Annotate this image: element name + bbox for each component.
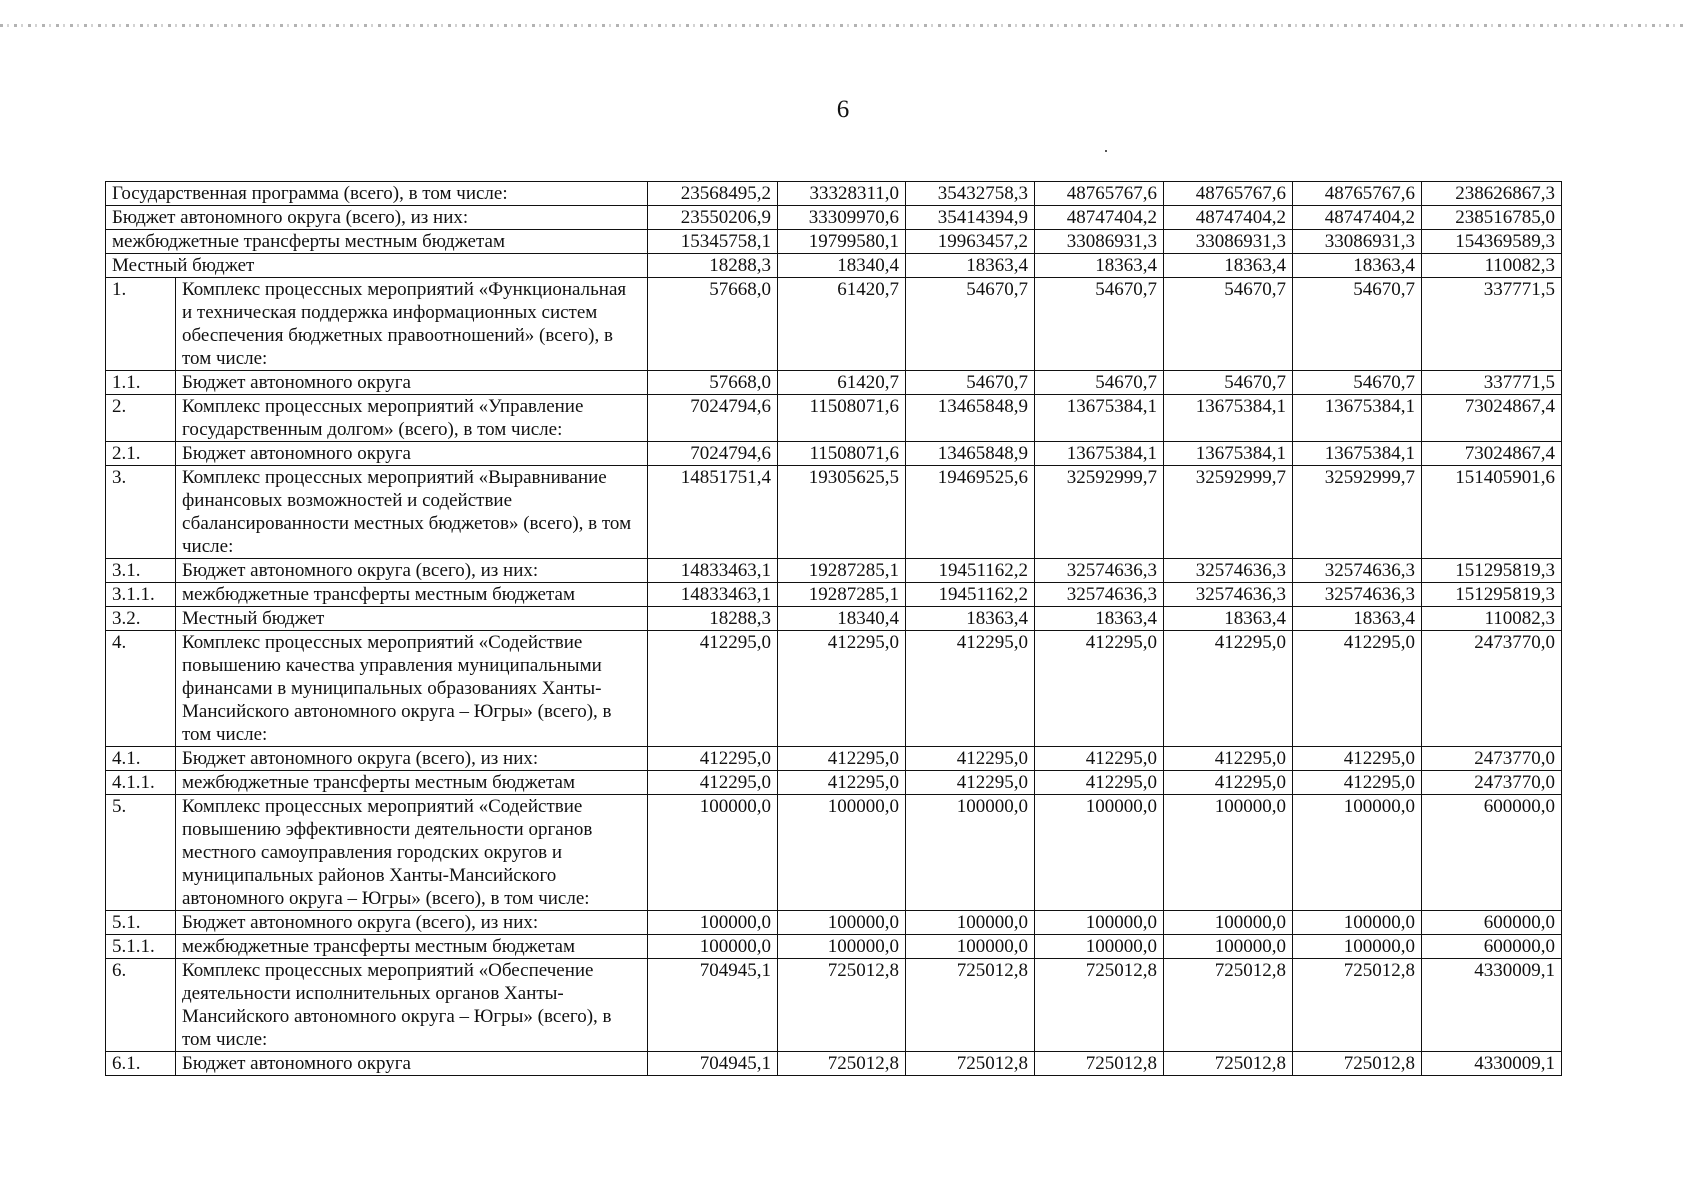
value-cell: 73024867,4 [1422, 395, 1562, 442]
row-name: Местный бюджет [176, 607, 648, 631]
summary-label: Местный бюджет [106, 254, 648, 278]
value-cell: 19287285,1 [778, 559, 906, 583]
row-name: межбюджетные трансферты местным бюджетам [176, 935, 648, 959]
table-row [106, 371, 1562, 395]
value-cell: 100000,0 [778, 795, 906, 911]
value-cell: 704945,1 [648, 1052, 778, 1076]
value-cell: 32574636,3 [1293, 583, 1422, 607]
value-cell: 13675384,1 [1164, 395, 1293, 442]
row-name: Комплекс процессных мероприятий «Управление государственным долгом» (всего), в том числе: [176, 395, 648, 442]
value-cell: 32592999,7 [1293, 466, 1422, 559]
value-cell: 13465848,9 [906, 395, 1035, 442]
row-name: Бюджет автономного округа (всего), из них: [176, 911, 648, 935]
summary-row [106, 182, 1562, 206]
value-cell: 100000,0 [1035, 911, 1164, 935]
value-cell: 18363,4 [1035, 254, 1164, 278]
value-cell: 23568495,2 [648, 182, 778, 206]
value-cell: 100000,0 [1035, 935, 1164, 959]
row-name: Бюджет автономного округа (всего), из них: [176, 559, 648, 583]
value-cell: 18363,4 [1164, 607, 1293, 631]
value-cell: 54670,7 [1035, 371, 1164, 395]
value-cell: 412295,0 [906, 747, 1035, 771]
table-row [106, 771, 1562, 795]
value-cell: 110082,3 [1422, 254, 1562, 278]
value-cell: 725012,8 [778, 959, 906, 1052]
value-cell: 48765767,6 [1035, 182, 1164, 206]
value-cell: 100000,0 [1293, 935, 1422, 959]
value-cell: 48765767,6 [1293, 182, 1422, 206]
row-code: 5.1. [106, 911, 176, 935]
value-cell: 100000,0 [906, 795, 1035, 911]
value-cell: 725012,8 [1293, 1052, 1422, 1076]
value-cell: 61420,7 [778, 371, 906, 395]
value-cell: 48747404,2 [1164, 206, 1293, 230]
value-cell: 100000,0 [1164, 795, 1293, 911]
value-cell: 600000,0 [1422, 795, 1562, 911]
value-cell: 18288,3 [648, 607, 778, 631]
table-row [106, 559, 1562, 583]
row-code: 6.1. [106, 1052, 176, 1076]
value-cell: 19451162,2 [906, 583, 1035, 607]
row-code: 4. [106, 631, 176, 747]
value-cell: 18363,4 [906, 607, 1035, 631]
value-cell: 412295,0 [778, 747, 906, 771]
row-code: 1.1. [106, 371, 176, 395]
table-row [106, 631, 1562, 747]
table-row [106, 935, 1562, 959]
value-cell: 412295,0 [1293, 631, 1422, 747]
value-cell: 100000,0 [648, 911, 778, 935]
table-row [106, 795, 1562, 911]
value-cell: 100000,0 [1293, 795, 1422, 911]
value-cell: 100000,0 [778, 935, 906, 959]
row-code: 4.1.1. [106, 771, 176, 795]
value-cell: 13675384,1 [1164, 442, 1293, 466]
value-cell: 13675384,1 [1293, 395, 1422, 442]
row-code: 3.1. [106, 559, 176, 583]
scan-edge-artifact [0, 24, 1686, 27]
value-cell: 32574636,3 [1164, 559, 1293, 583]
summary-row [106, 230, 1562, 254]
value-cell: 61420,7 [778, 278, 906, 371]
value-cell: 19305625,5 [778, 466, 906, 559]
value-cell: 18363,4 [1035, 607, 1164, 631]
value-cell: 412295,0 [648, 771, 778, 795]
table-row [106, 1052, 1562, 1076]
row-name: Комплекс процессных мероприятий «Содействие повышению эффективности деятельности органов местного самоуправления городских округов и муниципальных районов Ханты-Мансийского автономного округа – Югры» (всего), в том числе: [176, 795, 648, 911]
value-cell: 154369589,3 [1422, 230, 1562, 254]
value-cell: 100000,0 [1164, 935, 1293, 959]
value-cell: 238626867,3 [1422, 182, 1562, 206]
value-cell: 18363,4 [1164, 254, 1293, 278]
value-cell: 13675384,1 [1035, 395, 1164, 442]
value-cell: 19451162,2 [906, 559, 1035, 583]
value-cell: 725012,8 [1293, 959, 1422, 1052]
value-cell: 725012,8 [1035, 1052, 1164, 1076]
table-row [106, 959, 1562, 1052]
value-cell: 2473770,0 [1422, 631, 1562, 747]
value-cell: 110082,3 [1422, 607, 1562, 631]
value-cell: 33328311,0 [778, 182, 906, 206]
value-cell: 54670,7 [906, 371, 1035, 395]
value-cell: 2473770,0 [1422, 747, 1562, 771]
value-cell: 13675384,1 [1293, 442, 1422, 466]
value-cell: 412295,0 [1164, 747, 1293, 771]
row-name: Бюджет автономного округа [176, 371, 648, 395]
value-cell: 13675384,1 [1035, 442, 1164, 466]
page-number: 6 [836, 96, 850, 123]
value-cell: 412295,0 [778, 631, 906, 747]
value-cell: 725012,8 [906, 1052, 1035, 1076]
value-cell: 18340,4 [778, 254, 906, 278]
value-cell: 600000,0 [1422, 911, 1562, 935]
value-cell: 13465848,9 [906, 442, 1035, 466]
table-row [106, 911, 1562, 935]
value-cell: 18288,3 [648, 254, 778, 278]
value-cell: 4330009,1 [1422, 959, 1562, 1052]
value-cell: 725012,8 [906, 959, 1035, 1052]
value-cell: 100000,0 [1164, 911, 1293, 935]
table-row [106, 747, 1562, 771]
row-code: 3.1.1. [106, 583, 176, 607]
row-code: 4.1. [106, 747, 176, 771]
value-cell: 725012,8 [778, 1052, 906, 1076]
value-cell: 337771,5 [1422, 278, 1562, 371]
value-cell: 337771,5 [1422, 371, 1562, 395]
value-cell: 7024794,6 [648, 395, 778, 442]
row-name: Комплекс процессных мероприятий «Выравнивание финансовых возможностей и содействие сбалансированности местных бюджетов» (всего), в том числе: [176, 466, 648, 559]
value-cell: 33086931,3 [1164, 230, 1293, 254]
row-code: 3.2. [106, 607, 176, 631]
value-cell: 32574636,3 [1035, 559, 1164, 583]
value-cell: 412295,0 [1293, 747, 1422, 771]
summary-label: Государственная программа (всего), в том числе: [106, 182, 648, 206]
value-cell: 19287285,1 [778, 583, 906, 607]
value-cell: 7024794,6 [648, 442, 778, 466]
value-cell: 412295,0 [1164, 631, 1293, 747]
row-code: 5. [106, 795, 176, 911]
value-cell: 35432758,3 [906, 182, 1035, 206]
value-cell: 73024867,4 [1422, 442, 1562, 466]
value-cell: 151295819,3 [1422, 583, 1562, 607]
value-cell: 600000,0 [1422, 935, 1562, 959]
value-cell: 33309970,6 [778, 206, 906, 230]
value-cell: 100000,0 [906, 911, 1035, 935]
value-cell: 11508071,6 [778, 395, 906, 442]
value-cell: 32592999,7 [1035, 466, 1164, 559]
value-cell: 100000,0 [1035, 795, 1164, 911]
value-cell: 238516785,0 [1422, 206, 1562, 230]
row-name: Бюджет автономного округа [176, 442, 648, 466]
summary-label: межбюджетные трансферты местным бюджетам [106, 230, 648, 254]
table-row [106, 395, 1562, 442]
row-name: Комплекс процессных мероприятий «Функциональная и техническая поддержка информационных систем обеспечения бюджетных правоотношений» (всего), в том числе: [176, 278, 648, 371]
table-row [106, 466, 1562, 559]
table-row [106, 607, 1562, 631]
value-cell: 704945,1 [648, 959, 778, 1052]
value-cell: 11508071,6 [778, 442, 906, 466]
scan-speck [1105, 150, 1107, 152]
value-cell: 32574636,3 [1164, 583, 1293, 607]
value-cell: 18363,4 [1293, 254, 1422, 278]
value-cell: 54670,7 [1035, 278, 1164, 371]
value-cell: 151295819,3 [1422, 559, 1562, 583]
value-cell: 100000,0 [906, 935, 1035, 959]
value-cell: 18340,4 [778, 607, 906, 631]
value-cell: 57668,0 [648, 371, 778, 395]
value-cell: 33086931,3 [1035, 230, 1164, 254]
value-cell: 100000,0 [648, 795, 778, 911]
value-cell: 412295,0 [1035, 747, 1164, 771]
value-cell: 412295,0 [648, 747, 778, 771]
row-name: Комплекс процессных мероприятий «Обеспечение деятельности исполнительных органов Ханты-Мансийского автономного округа – Югры» (всего), в том числе: [176, 959, 648, 1052]
value-cell: 412295,0 [648, 631, 778, 747]
summary-row [106, 206, 1562, 230]
row-code: 2.1. [106, 442, 176, 466]
value-cell: 100000,0 [648, 935, 778, 959]
value-cell: 725012,8 [1035, 959, 1164, 1052]
row-code: 5.1.1. [106, 935, 176, 959]
value-cell: 18363,4 [906, 254, 1035, 278]
value-cell: 15345758,1 [648, 230, 778, 254]
value-cell: 2473770,0 [1422, 771, 1562, 795]
value-cell: 412295,0 [1035, 771, 1164, 795]
value-cell: 412295,0 [906, 771, 1035, 795]
value-cell: 151405901,6 [1422, 466, 1562, 559]
value-cell: 32592999,7 [1164, 466, 1293, 559]
value-cell: 32574636,3 [1293, 559, 1422, 583]
row-name: межбюджетные трансферты местным бюджетам [176, 583, 648, 607]
value-cell: 412295,0 [1293, 771, 1422, 795]
value-cell: 412295,0 [1035, 631, 1164, 747]
summary-row [106, 254, 1562, 278]
table-row [106, 278, 1562, 371]
value-cell: 725012,8 [1164, 1052, 1293, 1076]
value-cell: 19469525,6 [906, 466, 1035, 559]
value-cell: 54670,7 [1164, 278, 1293, 371]
value-cell: 4330009,1 [1422, 1052, 1562, 1076]
row-code: 2. [106, 395, 176, 442]
row-code: 1. [106, 278, 176, 371]
value-cell: 33086931,3 [1293, 230, 1422, 254]
value-cell: 57668,0 [648, 278, 778, 371]
value-cell: 32574636,3 [1035, 583, 1164, 607]
row-name: Бюджет автономного округа (всего), из них: [176, 747, 648, 771]
summary-label: Бюджет автономного округа (всего), из них: [106, 206, 648, 230]
value-cell: 54670,7 [1164, 371, 1293, 395]
value-cell: 412295,0 [1164, 771, 1293, 795]
value-cell: 14833463,1 [648, 559, 778, 583]
budget-table [105, 181, 1562, 1076]
value-cell: 54670,7 [906, 278, 1035, 371]
row-name: межбюджетные трансферты местным бюджетам [176, 771, 648, 795]
value-cell: 48765767,6 [1164, 182, 1293, 206]
value-cell: 48747404,2 [1293, 206, 1422, 230]
table-row [106, 583, 1562, 607]
row-name: Комплекс процессных мероприятий «Содействие повышению качества управления муниципальными финансами в муниципальных образованиях Ханты-Мансийского автономного округа – Югры» (всего), в том числе: [176, 631, 648, 747]
value-cell: 412295,0 [906, 631, 1035, 747]
value-cell: 35414394,9 [906, 206, 1035, 230]
value-cell: 54670,7 [1293, 371, 1422, 395]
value-cell: 48747404,2 [1035, 206, 1164, 230]
value-cell: 100000,0 [1293, 911, 1422, 935]
row-code: 6. [106, 959, 176, 1052]
value-cell: 54670,7 [1293, 278, 1422, 371]
value-cell: 19963457,2 [906, 230, 1035, 254]
value-cell: 14833463,1 [648, 583, 778, 607]
row-code: 3. [106, 466, 176, 559]
value-cell: 100000,0 [778, 911, 906, 935]
table-row [106, 442, 1562, 466]
row-name: Бюджет автономного округа [176, 1052, 648, 1076]
value-cell: 23550206,9 [648, 206, 778, 230]
value-cell: 412295,0 [778, 771, 906, 795]
value-cell: 725012,8 [1164, 959, 1293, 1052]
value-cell: 14851751,4 [648, 466, 778, 559]
value-cell: 18363,4 [1293, 607, 1422, 631]
value-cell: 19799580,1 [778, 230, 906, 254]
